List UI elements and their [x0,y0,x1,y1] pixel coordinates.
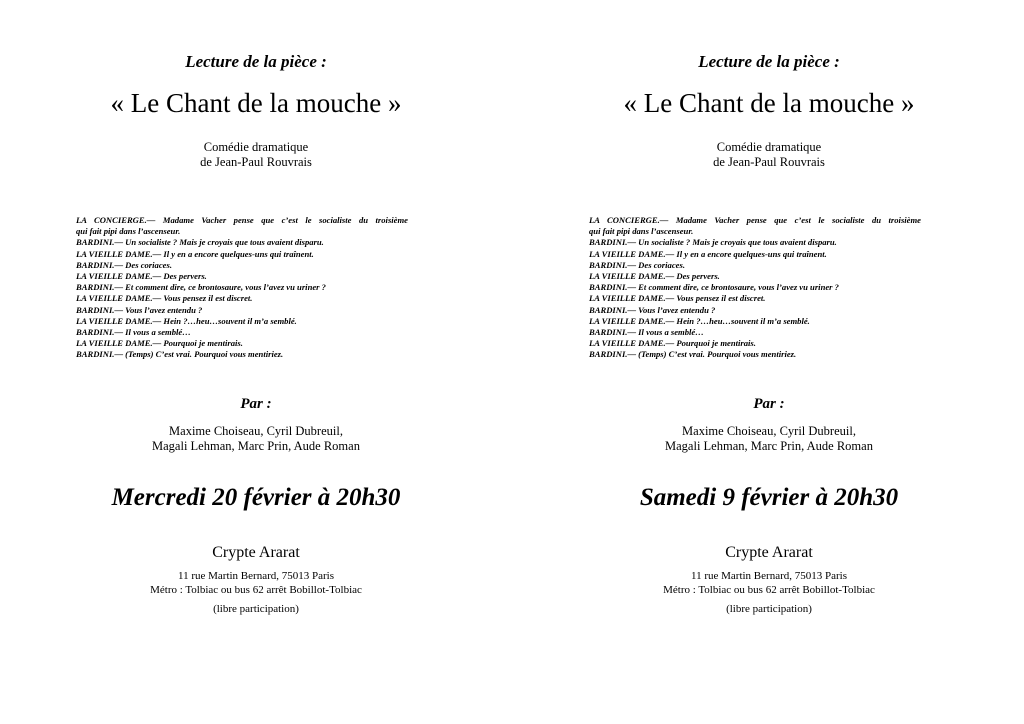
genre-author [589,140,949,170]
genre-author [76,140,436,170]
genre: Comédie dramatique [716,140,822,154]
transport-line: Métro : Tolbiac ou bus 62 arrêt Bobillot-Tolbiac [150,583,362,596]
excerpt-line: BARDINI.— Et comment dire, ce brontosaure, vous l’avez vu uriner ? [76,282,326,293]
excerpt-line: BARDINI.— (Temps) C’est vrai. Pourquoi vous mentiriez. [589,349,797,360]
flyer-left [76,0,416,724]
excerpt-line: LA VIEILLE DAME.— Il y en a encore quelques-uns qui traînent. [76,248,314,259]
excerpt-line: LA CONCIERGE.— Madame Vacher pense que c’est le socialiste du troisième [76,215,408,225]
excerpt-line: LA CONCIERGE.— Madame Vacher pense que c’est le socialiste du troisième [589,215,921,225]
excerpt [76,215,408,361]
flyer-right [589,0,929,724]
play-title: « Le Chant de la mouche » [623,88,915,118]
play-title: « Le Chant de la mouche » [110,88,402,118]
address-line: 11 rue Martin Bernard, 75013 Paris [690,570,847,582]
genre: Comédie dramatique [203,140,309,154]
excerpt-line: LA VIEILLE DAME.— Des pervers. [76,271,207,282]
actors [76,424,436,454]
reading-subtitle: Lecture de la pièce : [698,52,840,71]
excerpt-line: BARDINI.— Vous l’avez entendu ? [589,304,716,315]
excerpt-line: LA VIEILLE DAME.— Pourquoi je mentirais. [76,338,243,349]
excerpt-line: BARDINI.— (Temps) C’est vrai. Pourquoi vous mentiriez. [76,349,284,360]
par-label: Par : [753,396,785,412]
address-line: 11 rue Martin Bernard, 75013 Paris [177,570,334,582]
excerpt-line: BARDINI.— Des coriaces. [76,259,172,270]
excerpt-line: BARDINI.— Un socialiste ? Mais je croyais que tous avaient disparu. [76,237,324,248]
excerpt-line: LA VIEILLE DAME.— Hein ?…heu…souvent il m’a semblé. [76,315,297,326]
excerpt-line: qui fait pipi dans l’ascenseur. [76,226,181,237]
excerpt-line: LA VIEILLE DAME.— Vous pensez il est discret. [589,293,766,304]
venue-name: Crypte Ararat [725,544,813,561]
excerpt-line: LA VIEILLE DAME.— Hein ?…heu…souvent il m’a semblé. [589,315,810,326]
excerpt-line: BARDINI.— Un socialiste ? Mais je croyais que tous avaient disparu. [589,237,837,248]
author: de Jean-Paul Rouvrais [200,155,312,169]
excerpt [589,215,921,361]
actors-line: Magali Lehman, Marc Prin, Aude Roman [665,439,873,453]
par-label: Par : [240,396,272,412]
author: de Jean-Paul Rouvrais [713,155,825,169]
excerpt-line: BARDINI.— Et comment dire, ce brontosaure, vous l’avez vu uriner ? [589,282,839,293]
participation-note: (libre participation) [213,603,299,615]
actors-line: Maxime Choiseau, Cyril Dubreuil, [169,424,343,438]
transport-line: Métro : Tolbiac ou bus 62 arrêt Bobillot-Tolbiac [663,583,875,596]
event-date: Mercredi 20 février à 20h30 [111,484,401,511]
venue-address [589,570,949,597]
excerpt-line: BARDINI.— Il vous a semblé… [76,327,191,338]
actors-line: Magali Lehman, Marc Prin, Aude Roman [152,439,360,453]
venue-address [76,570,436,597]
actors [589,424,949,454]
excerpt-line: LA VIEILLE DAME.— Des pervers. [589,271,720,282]
excerpt-line: BARDINI.— Vous l’avez entendu ? [76,304,203,315]
excerpt-line: BARDINI.— Des coriaces. [589,259,685,270]
venue-name: Crypte Ararat [212,544,300,561]
excerpt-line: BARDINI.— Il vous a semblé… [589,327,704,338]
reading-subtitle: Lecture de la pièce : [185,52,327,71]
excerpt-line: LA VIEILLE DAME.— Pourquoi je mentirais. [589,338,756,349]
excerpt-line: LA VIEILLE DAME.— Il y en a encore quelques-uns qui traînent. [589,248,827,259]
excerpt-line: qui fait pipi dans l’ascenseur. [589,226,694,237]
participation-note: (libre participation) [726,603,812,615]
excerpt-line: LA VIEILLE DAME.— Vous pensez il est discret. [76,293,253,304]
event-date: Samedi 9 février à 20h30 [639,484,899,511]
actors-line: Maxime Choiseau, Cyril Dubreuil, [682,424,856,438]
